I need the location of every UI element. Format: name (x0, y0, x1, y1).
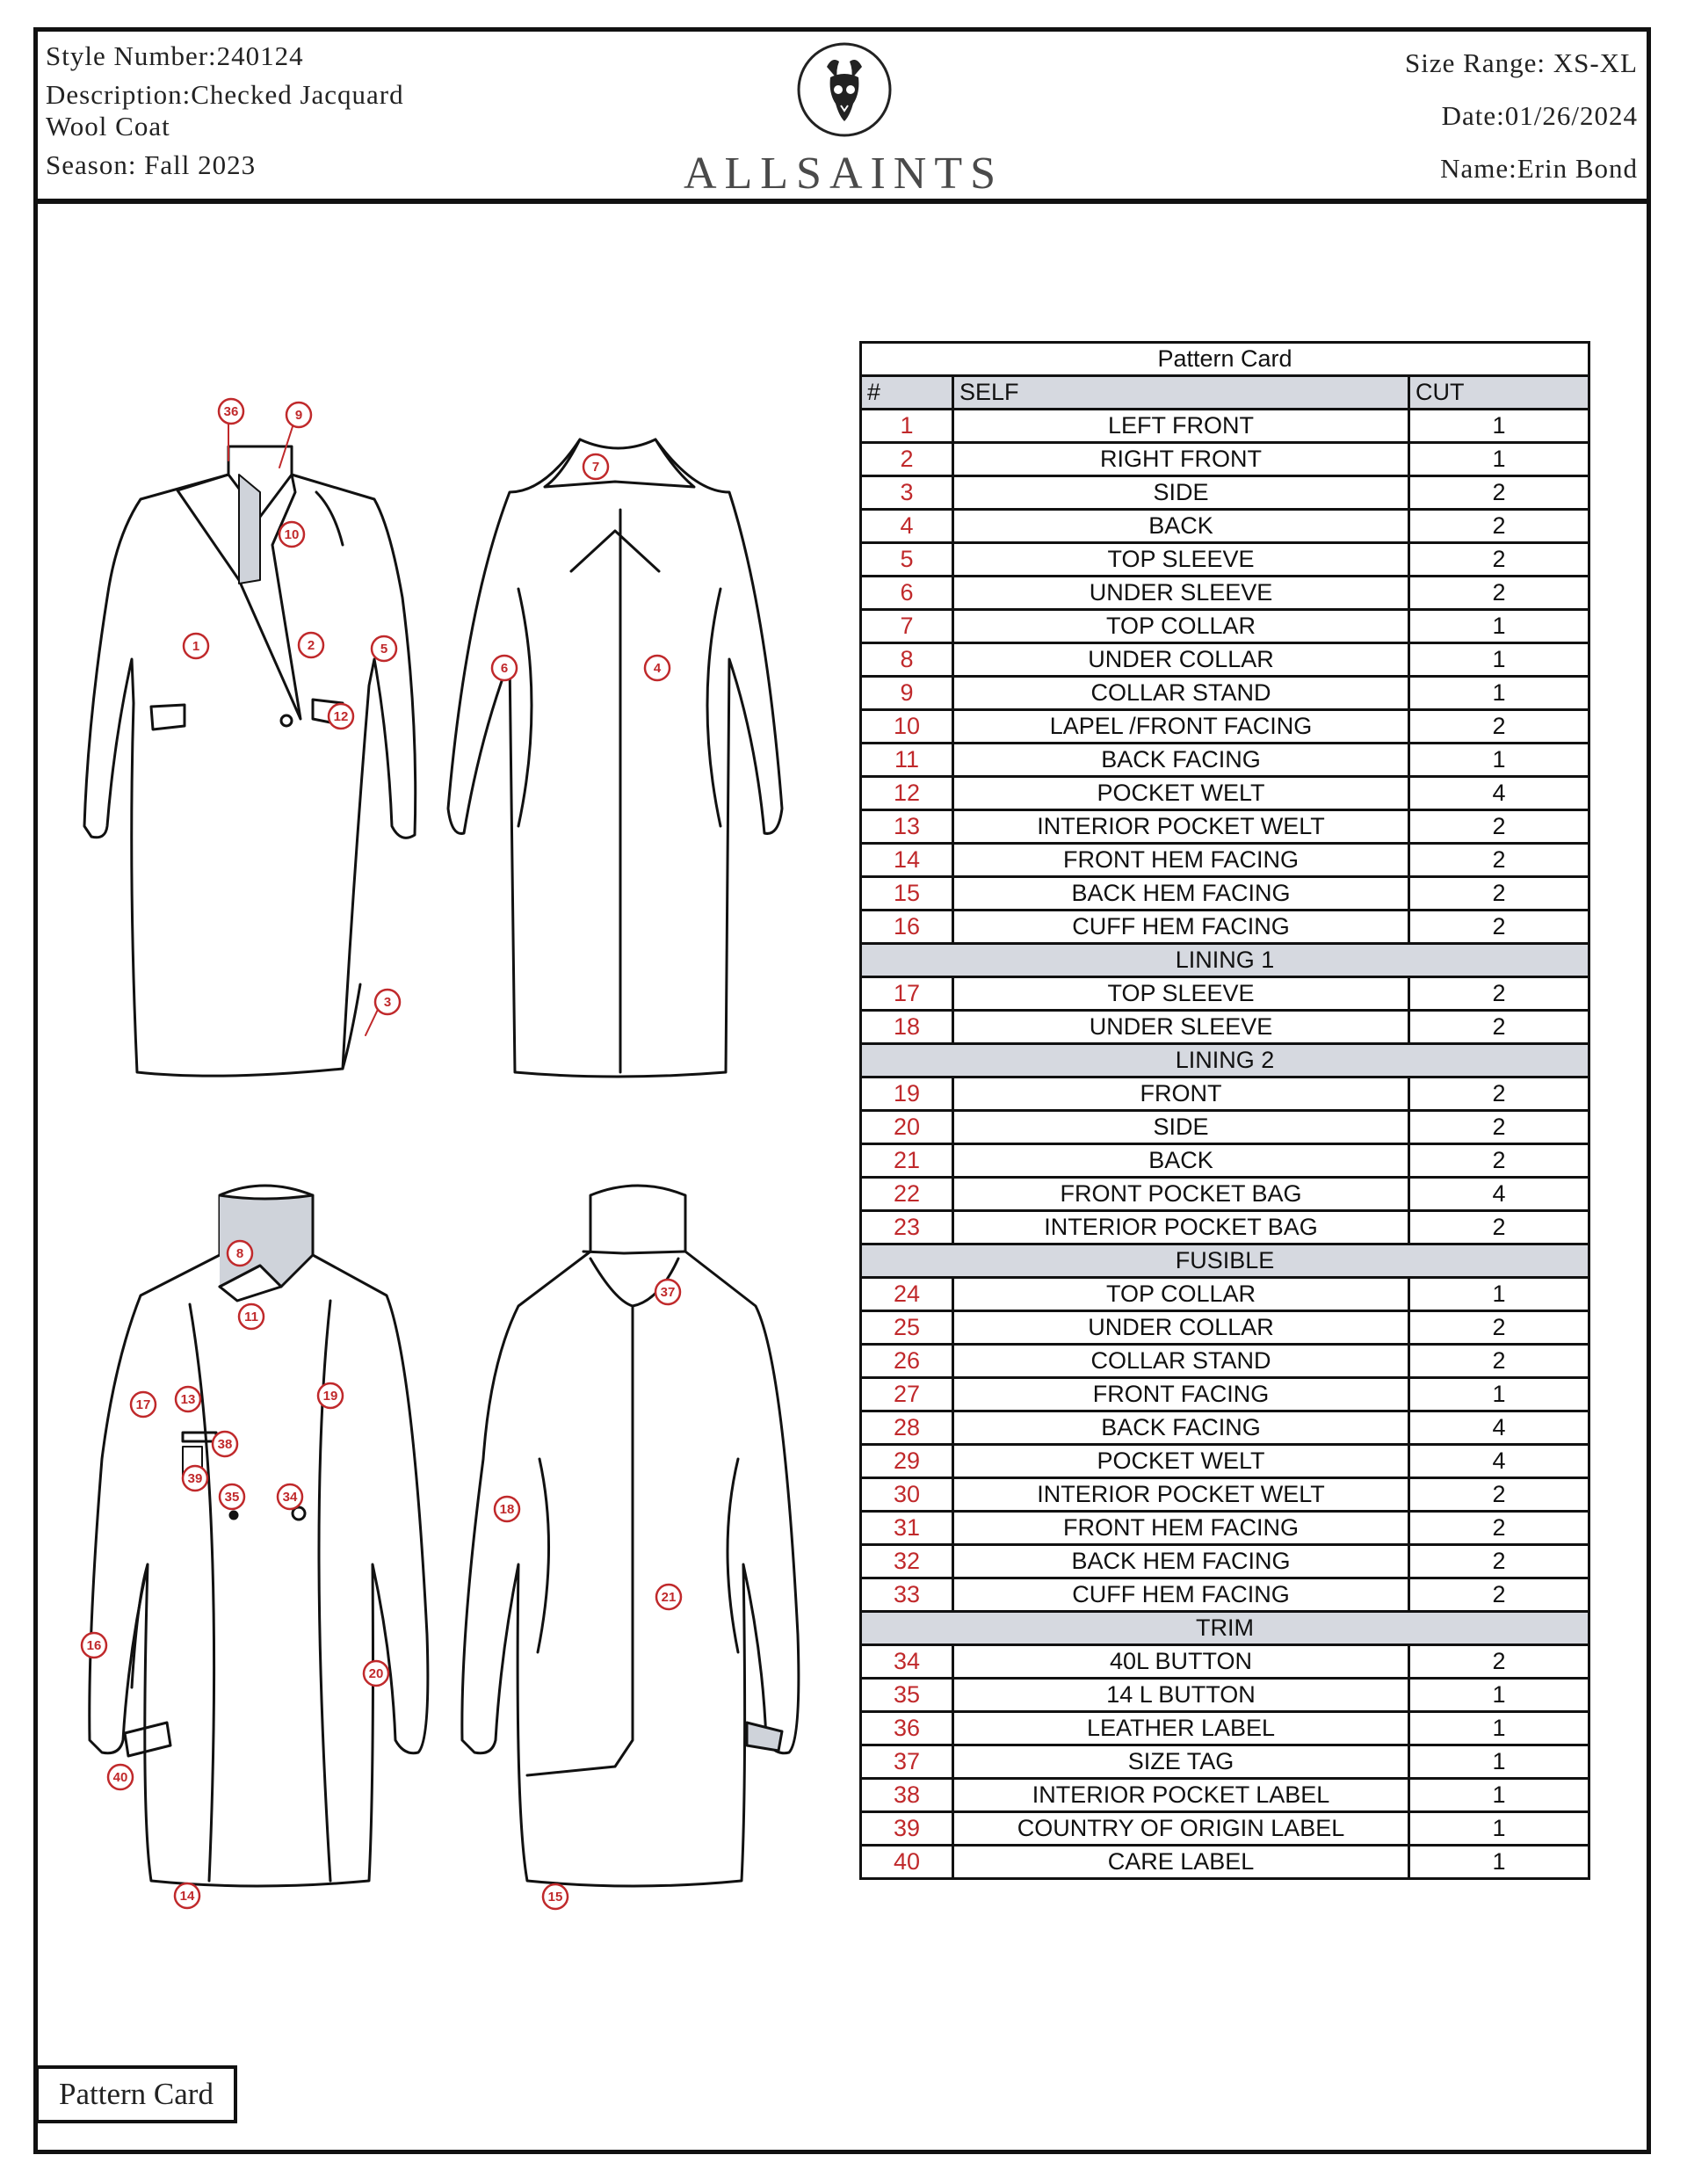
callout-17 (131, 1392, 156, 1417)
row-cut-count: 2 (1409, 476, 1589, 510)
row-number: 9 (861, 677, 953, 710)
row-piece-name: BACK FACING (953, 1411, 1409, 1445)
pattern-card-table (859, 341, 1590, 1880)
row-cut-count: 1 (1409, 443, 1589, 476)
svg-text:9: 9 (294, 408, 303, 423)
row-cut-count: 2 (1409, 977, 1589, 1011)
callout-12 (329, 704, 353, 729)
table-row (861, 744, 1589, 777)
svg-text:34: 34 (282, 1490, 298, 1505)
table-header-row (861, 376, 1589, 410)
table-row (861, 1712, 1589, 1745)
row-cut-count: 2 (1409, 510, 1589, 543)
table-row (861, 410, 1589, 443)
row-piece-name: CUFF HEM FACING (953, 911, 1409, 944)
row-piece-name: COLLAR STAND (953, 1345, 1409, 1378)
row-cut-count: 4 (1409, 1178, 1589, 1211)
table-row (861, 1011, 1589, 1044)
section-header-row (861, 1612, 1589, 1645)
row-cut-count: 1 (1409, 1745, 1589, 1779)
designer-name: Name:Erin Bond (1440, 153, 1638, 184)
table-row (861, 844, 1589, 877)
callout-3 (375, 990, 400, 1014)
row-piece-name: FRONT FACING (953, 1378, 1409, 1411)
row-piece-name: LEFT FRONT (953, 410, 1409, 443)
row-number: 19 (861, 1077, 953, 1111)
row-number: 8 (861, 643, 953, 677)
section-header-row (861, 1244, 1589, 1278)
row-piece-name: 40L BUTTON (953, 1645, 1409, 1679)
row-number: 33 (861, 1578, 953, 1612)
svg-text:37: 37 (660, 1285, 676, 1300)
row-cut-count: 4 (1409, 1411, 1589, 1445)
table-row (861, 510, 1589, 543)
season: Season: Fall 2023 (46, 149, 257, 180)
col-header-num: # (861, 376, 953, 410)
row-cut-count: 2 (1409, 710, 1589, 744)
row-piece-name: FRONT HEM FACING (953, 844, 1409, 877)
row-number: 25 (861, 1311, 953, 1345)
row-cut-count: 1 (1409, 1712, 1589, 1745)
row-piece-name: FRONT (953, 1077, 1409, 1111)
table-row (861, 1645, 1589, 1679)
svg-text:39: 39 (187, 1471, 203, 1486)
table-row (861, 877, 1589, 911)
goat-skull-logo-icon (795, 40, 894, 139)
svg-text:35: 35 (224, 1490, 240, 1505)
row-number: 40 (861, 1846, 953, 1879)
callout-1 (184, 634, 208, 658)
row-number: 5 (861, 543, 953, 577)
row-piece-name: LAPEL /FRONT FACING (953, 710, 1409, 744)
row-cut-count: 2 (1409, 1545, 1589, 1578)
table-row (861, 677, 1589, 710)
row-cut-count: 2 (1409, 1311, 1589, 1345)
row-piece-name: INTERIOR POCKET LABEL (953, 1779, 1409, 1812)
callout-6 (492, 656, 517, 680)
callout-4 (645, 656, 670, 680)
row-cut-count: 2 (1409, 577, 1589, 610)
row-number: 24 (861, 1278, 953, 1311)
row-piece-name: INTERIOR POCKET WELT (953, 1478, 1409, 1512)
callout-markers (53, 369, 844, 1934)
svg-text:14: 14 (179, 1889, 195, 1904)
svg-text:15: 15 (547, 1890, 563, 1905)
callout-2 (299, 633, 323, 657)
row-number: 6 (861, 577, 953, 610)
row-cut-count: 2 (1409, 1478, 1589, 1512)
table-row (861, 577, 1589, 610)
row-number: 3 (861, 476, 953, 510)
row-number: 30 (861, 1478, 953, 1512)
callout-15 (543, 1884, 568, 1909)
svg-text:12: 12 (333, 709, 349, 724)
table-row (861, 443, 1589, 476)
callout-11 (239, 1304, 264, 1329)
row-piece-name: RIGHT FRONT (953, 443, 1409, 476)
row-piece-name: BACK HEM FACING (953, 877, 1409, 911)
row-number: 17 (861, 977, 953, 1011)
row-number: 31 (861, 1512, 953, 1545)
table-row (861, 1278, 1589, 1311)
table-row (861, 710, 1589, 744)
row-number: 29 (861, 1445, 953, 1478)
row-piece-name: POCKET WELT (953, 777, 1409, 810)
svg-text:36: 36 (223, 404, 239, 419)
row-number: 20 (861, 1111, 953, 1144)
style-number: Style Number:240124 (46, 40, 304, 71)
row-number: 27 (861, 1378, 953, 1411)
row-cut-count: 4 (1409, 1445, 1589, 1478)
row-number: 4 (861, 510, 953, 543)
row-number: 28 (861, 1411, 953, 1445)
row-cut-count: 2 (1409, 877, 1589, 911)
row-number: 13 (861, 810, 953, 844)
row-cut-count: 1 (1409, 744, 1589, 777)
row-cut-count: 2 (1409, 1578, 1589, 1612)
row-cut-count: 1 (1409, 1846, 1589, 1879)
section-title: LINING 1 (861, 944, 1589, 977)
row-cut-count: 2 (1409, 1144, 1589, 1178)
row-cut-count: 1 (1409, 677, 1589, 710)
callout-39 (183, 1466, 207, 1491)
table-row (861, 1077, 1589, 1111)
callout-34 (278, 1484, 302, 1509)
svg-text:5: 5 (380, 642, 388, 657)
row-piece-name: TOP COLLAR (953, 1278, 1409, 1311)
callout-20 (364, 1661, 388, 1686)
svg-text:4: 4 (653, 661, 662, 676)
svg-text:38: 38 (217, 1437, 233, 1452)
svg-text:11: 11 (244, 1310, 258, 1324)
table-row (861, 777, 1589, 810)
header-left (46, 37, 404, 185)
row-piece-name: CUFF HEM FACING (953, 1578, 1409, 1612)
row-cut-count: 1 (1409, 1378, 1589, 1411)
row-cut-count: 1 (1409, 1679, 1589, 1712)
date: Date:01/26/2024 (1441, 100, 1638, 131)
col-header-self: SELF (953, 376, 1409, 410)
row-piece-name: COUNTRY OF ORIGIN LABEL (953, 1812, 1409, 1846)
table-row (861, 1411, 1589, 1445)
table-row (861, 1578, 1589, 1612)
row-cut-count: 1 (1409, 1812, 1589, 1846)
row-number: 16 (861, 911, 953, 944)
section-header-row (861, 944, 1589, 977)
footer-label: Pattern Card (35, 2065, 237, 2123)
table-row (861, 1345, 1589, 1378)
row-cut-count: 2 (1409, 810, 1589, 844)
row-piece-name: FRONT POCKET BAG (953, 1178, 1409, 1211)
svg-text:8: 8 (235, 1246, 244, 1261)
table-row (861, 1545, 1589, 1578)
callout-38 (213, 1432, 237, 1456)
row-piece-name: POCKET WELT (953, 1445, 1409, 1478)
table-row (861, 1311, 1589, 1345)
table-row (861, 1211, 1589, 1244)
row-number: 7 (861, 610, 953, 643)
row-piece-name: FRONT HEM FACING (953, 1512, 1409, 1545)
row-piece-name: BACK (953, 1144, 1409, 1178)
row-number: 18 (861, 1011, 953, 1044)
row-piece-name: LEATHER LABEL (953, 1712, 1409, 1745)
row-piece-name: INTERIOR POCKET BAG (953, 1211, 1409, 1244)
row-piece-name: SIDE (953, 476, 1409, 510)
row-piece-name: BACK FACING (953, 744, 1409, 777)
row-number: 34 (861, 1645, 953, 1679)
table-row (861, 1679, 1589, 1712)
table-row (861, 1445, 1589, 1478)
svg-text:10: 10 (284, 527, 300, 542)
row-cut-count: 2 (1409, 1345, 1589, 1378)
table-row (861, 810, 1589, 844)
table-row (861, 977, 1589, 1011)
table-row (861, 1111, 1589, 1144)
row-number: 14 (861, 844, 953, 877)
row-number: 38 (861, 1779, 953, 1812)
svg-text:20: 20 (368, 1666, 384, 1681)
callout-13 (176, 1387, 200, 1411)
row-number: 36 (861, 1712, 953, 1745)
table-row (861, 1178, 1589, 1211)
row-cut-count: 4 (1409, 777, 1589, 810)
svg-text:19: 19 (322, 1389, 338, 1404)
size-range: Size Range: XS-XL (1405, 47, 1638, 78)
row-number: 12 (861, 777, 953, 810)
callout-7 (583, 454, 608, 479)
svg-text:7: 7 (591, 460, 600, 475)
row-number: 32 (861, 1545, 953, 1578)
callout-16 (82, 1633, 106, 1658)
callout-19 (318, 1383, 343, 1408)
row-piece-name: TOP SLEEVE (953, 977, 1409, 1011)
row-piece-name: 14 L BUTTON (953, 1679, 1409, 1712)
table-row (861, 911, 1589, 944)
svg-text:6: 6 (500, 661, 509, 676)
table-row (861, 1144, 1589, 1178)
row-piece-name: SIZE TAG (953, 1745, 1409, 1779)
row-cut-count: 2 (1409, 844, 1589, 877)
svg-text:1: 1 (192, 639, 200, 654)
row-number: 22 (861, 1178, 953, 1211)
row-piece-name: TOP SLEEVE (953, 543, 1409, 577)
svg-text:13: 13 (180, 1392, 196, 1407)
row-cut-count: 2 (1409, 1645, 1589, 1679)
section-title: LINING 2 (861, 1044, 1589, 1077)
row-number: 23 (861, 1211, 953, 1244)
row-number: 37 (861, 1745, 953, 1779)
row-piece-name: COLLAR STAND (953, 677, 1409, 710)
table-row (861, 1812, 1589, 1846)
row-cut-count: 2 (1409, 1111, 1589, 1144)
table-row (861, 1779, 1589, 1812)
description-line2: Wool Coat (46, 111, 170, 141)
section-header-row (861, 1044, 1589, 1077)
row-number: 21 (861, 1144, 953, 1178)
row-number: 15 (861, 877, 953, 911)
row-piece-name: INTERIOR POCKET WELT (953, 810, 1409, 844)
callout-40 (108, 1765, 133, 1789)
callout-36 (219, 399, 243, 424)
table-row (861, 1378, 1589, 1411)
table-row (861, 1512, 1589, 1545)
row-cut-count: 1 (1409, 643, 1589, 677)
row-cut-count: 1 (1409, 1278, 1589, 1311)
callout-37 (655, 1280, 680, 1304)
table-row (861, 543, 1589, 577)
row-cut-count: 1 (1409, 1779, 1589, 1812)
row-number: 11 (861, 744, 953, 777)
row-piece-name: UNDER COLLAR (953, 1311, 1409, 1345)
row-cut-count: 2 (1409, 911, 1589, 944)
row-piece-name: UNDER SLEEVE (953, 577, 1409, 610)
row-number: 39 (861, 1812, 953, 1846)
table-title: Pattern Card (861, 343, 1589, 376)
table-title-row (861, 343, 1589, 376)
table-row (861, 1745, 1589, 1779)
svg-text:40: 40 (112, 1770, 128, 1785)
row-piece-name: SIDE (953, 1111, 1409, 1144)
callout-18 (495, 1497, 519, 1521)
callout-14 (175, 1883, 199, 1908)
callout-21 (656, 1585, 681, 1609)
row-number: 35 (861, 1679, 953, 1712)
row-cut-count: 2 (1409, 1011, 1589, 1044)
header-right (1405, 37, 1638, 195)
row-cut-count: 2 (1409, 543, 1589, 577)
callout-5 (372, 636, 396, 661)
row-cut-count: 2 (1409, 1512, 1589, 1545)
row-number: 2 (861, 443, 953, 476)
section-title: TRIM (861, 1612, 1589, 1645)
svg-text:3: 3 (383, 995, 392, 1010)
svg-text:17: 17 (135, 1397, 151, 1412)
table-row (861, 476, 1589, 510)
brand-name: ALLSAINTS (683, 149, 1004, 199)
row-piece-name: BACK HEM FACING (953, 1545, 1409, 1578)
svg-text:16: 16 (86, 1638, 102, 1653)
callout-8 (228, 1241, 252, 1266)
row-cut-count: 2 (1409, 1077, 1589, 1111)
callout-35 (220, 1484, 244, 1509)
row-number: 1 (861, 410, 953, 443)
row-cut-count: 1 (1409, 610, 1589, 643)
svg-text:2: 2 (307, 638, 315, 653)
row-cut-count: 1 (1409, 410, 1589, 443)
description-line1: Description:Checked Jacquard (46, 79, 404, 110)
row-cut-count: 2 (1409, 1211, 1589, 1244)
row-piece-name: BACK (953, 510, 1409, 543)
table-row (861, 1846, 1589, 1879)
row-number: 10 (861, 710, 953, 744)
row-piece-name: TOP COLLAR (953, 610, 1409, 643)
col-header-cut: CUT (1409, 376, 1589, 410)
row-piece-name: UNDER SLEEVE (953, 1011, 1409, 1044)
table-row (861, 1478, 1589, 1512)
callout-9 (286, 403, 311, 427)
table-row (861, 643, 1589, 677)
callout-10 (279, 522, 304, 547)
svg-text:18: 18 (499, 1502, 515, 1517)
table-row (861, 610, 1589, 643)
row-number: 26 (861, 1345, 953, 1378)
row-piece-name: CARE LABEL (953, 1846, 1409, 1879)
row-piece-name: UNDER COLLAR (953, 643, 1409, 677)
section-title: FUSIBLE (861, 1244, 1589, 1278)
svg-text:21: 21 (661, 1590, 677, 1605)
